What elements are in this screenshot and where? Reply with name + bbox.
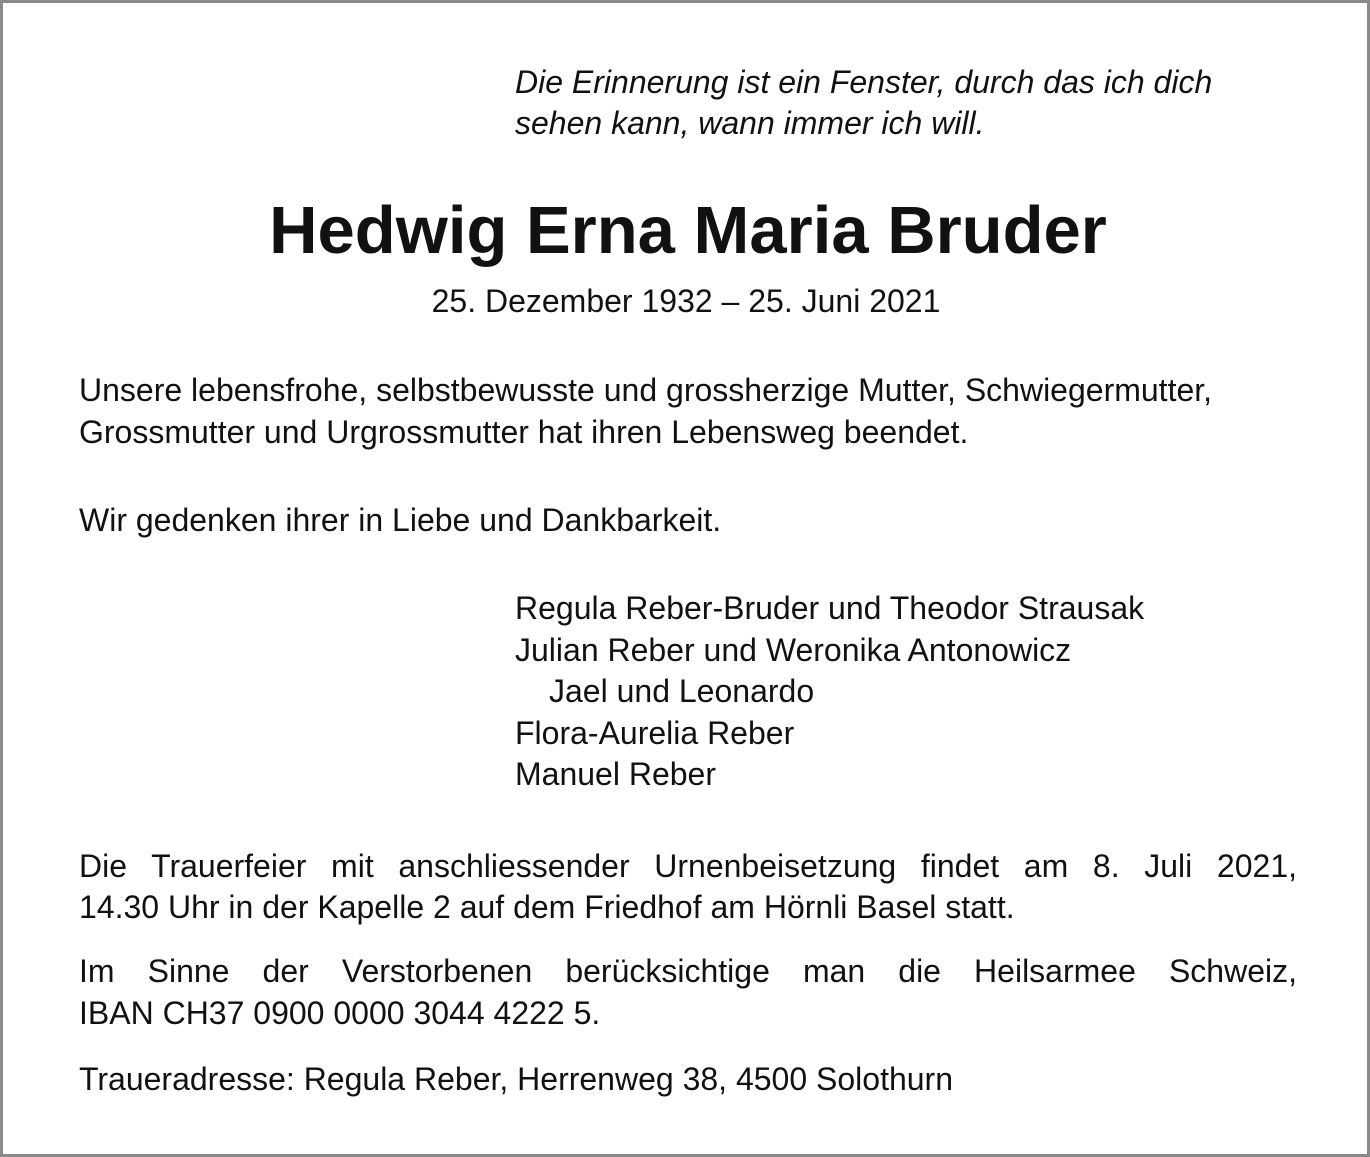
remembrance-text: Wir gedenken ihrer in Liebe und Dankbarkeit.	[79, 502, 722, 538]
mourning-address: Traueradresse: Regula Reber, Herrenweg 38, 4500 Solothurn	[79, 1061, 953, 1097]
family-member: Regula Reber-Bruder und Theodor Strausak	[515, 590, 1145, 626]
donation-line-1: Im Sinne der Verstorbenen berücksichtige man die Heilsarmee Schweiz,	[79, 953, 1297, 989]
deceased-name: Hedwig Erna Maria Bruder	[269, 193, 1107, 268]
life-dates: 25. Dezember 1932 – 25. Juni 2021	[431, 283, 941, 319]
family-member: Manuel Reber	[515, 756, 716, 792]
family-member: Flora-Aurelia Reber	[515, 715, 795, 751]
intro-line-1: Unsere lebensfrohe, selbstbewusste und grossherzige Mutter, Schwiegermutter,	[79, 372, 1213, 408]
intro-line-2: Grossmutter und Urgrossmutter hat ihren Lebensweg beendet.	[79, 414, 969, 450]
donation-line-2: IBAN CH37 0900 0000 3044 4222 5.	[79, 995, 601, 1031]
quote-line-2: sehen kann, wann immer ich will.	[515, 105, 985, 141]
family-member: Julian Reber und Weronika Antonowicz	[515, 632, 1072, 668]
quote-line-1: Die Erinnerung ist ein Fenster, durch das ich dich	[515, 64, 1213, 100]
family-member: Jael und Leonardo	[549, 673, 815, 709]
ceremony-line-1: Die Trauerfeier mit anschliessender Urnenbeisetzung findet am 8. Juli 2021,	[79, 848, 1297, 884]
ceremony-line-2: 14.30 Uhr in der Kapelle 2 auf dem Friedhof am Hörnli Basel statt.	[79, 889, 1015, 925]
